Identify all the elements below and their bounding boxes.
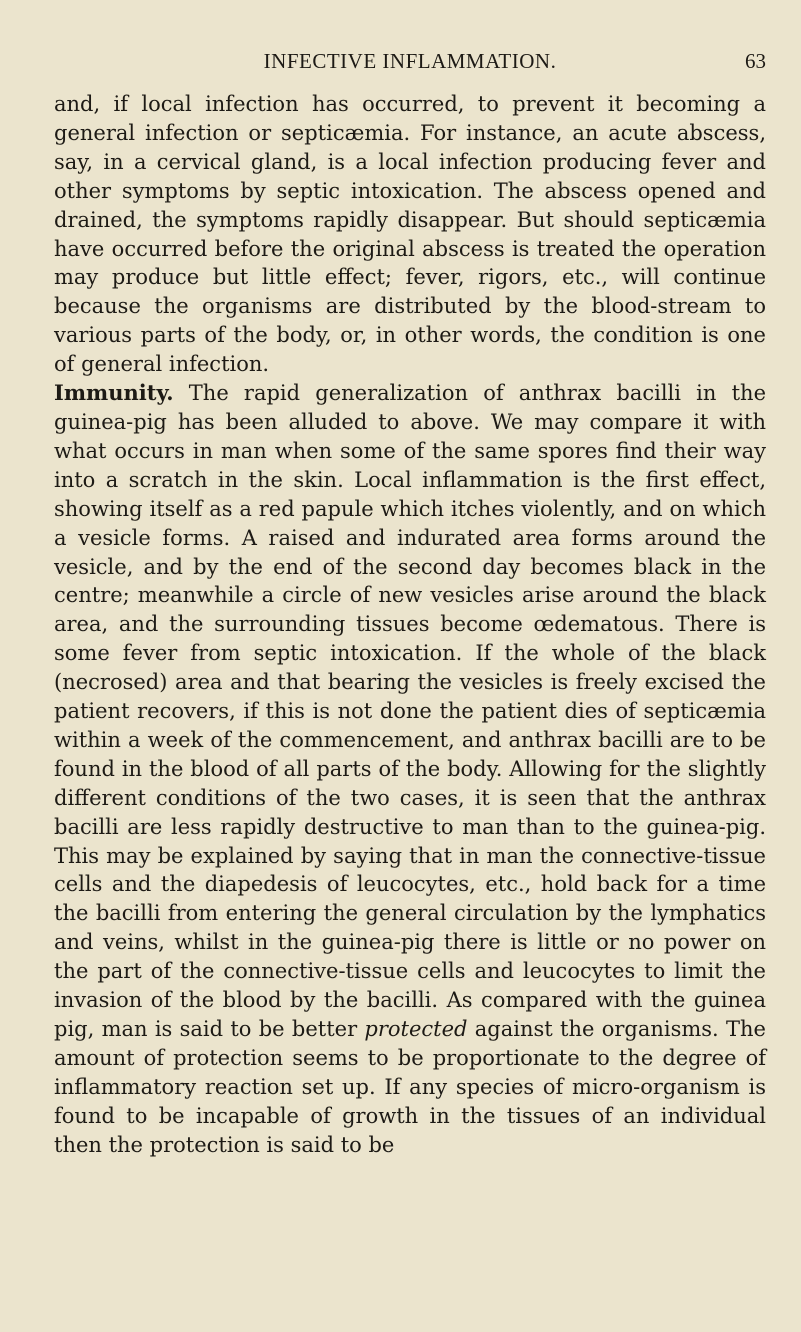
body-text <box>54 90 766 1160</box>
italic-term: protected <box>364 1017 468 1041</box>
section-heading-immunity: Immunity. <box>54 380 174 406</box>
page-number: 63 <box>745 49 766 73</box>
paragraph-infection: and, if local infection has occurred, to prevent it becoming a general infection or septicæmia. For instance, an acute abscess, say, in a cervical gland, is a local infection producing fever and other symptoms by septic intoxication. The abscess opened and drained, the symptoms rapidly disappear. But should septicæmia have occurred before the original abscess is treated the operation may produce but little effect; fever, rigors, etc., will continue because the organisms are distributed by the blood-stream to various parts of the body, or, in other words, the condition is one of general infection. <box>54 92 766 377</box>
paragraph-immunity <box>54 379 766 1159</box>
page-header <box>54 46 766 76</box>
paragraph-text: against the organisms. The amount of protection seems to be proportionate to the degree of inflammatory reaction set up. If any species of micro-organism is found to be incapable of growth in the tissues of an individual then the protection is said to be <box>54 1017 766 1157</box>
paragraph-text: The rapid generalization of anthrax bacilli in the guinea-pig has been alluded to above. We may compare it with what occurs in man when some of the same spores find their way into a scratch in the skin. Local inflammation is the first effect, showing itself as a red papule which itches violently, and on which a vesicle forms. A raised and indurated area forms around the vesicle, and by the end of the second day becomes black in the centre; meanwhile a circle of new vesicles arise around the black area, and the surrounding tissues become œdematous. There is some fever from septic intoxication. If the whole of the black (necrosed) area and that bearing the vesicles is freely excised the patient recovers, if this is not done the patient dies of septicæmia within a week of the commencement, and anthrax bacilli are to be found in the blood of all parts of the body. Allowing for the slightly different conditions of the two cases, it is seen that the anthrax bacilli are less rapidly destructive to man than to the guinea-pig. This may be explained by saying that in man the connective-tissue cells and the diapedesis of leucocytes, etc., hold back for a time the bacilli from entering the general circulation by the lymphatics and veins, whilst in the guinea-pig there is little or no power on the part of the connective-tissue cells and leucocytes to limit the invasion of the blood by the bacilli. As compared with the guinea pig, man is said to be better <box>54 381 766 1041</box>
running-title: INFECTIVE INFLAMMATION. <box>263 49 557 73</box>
